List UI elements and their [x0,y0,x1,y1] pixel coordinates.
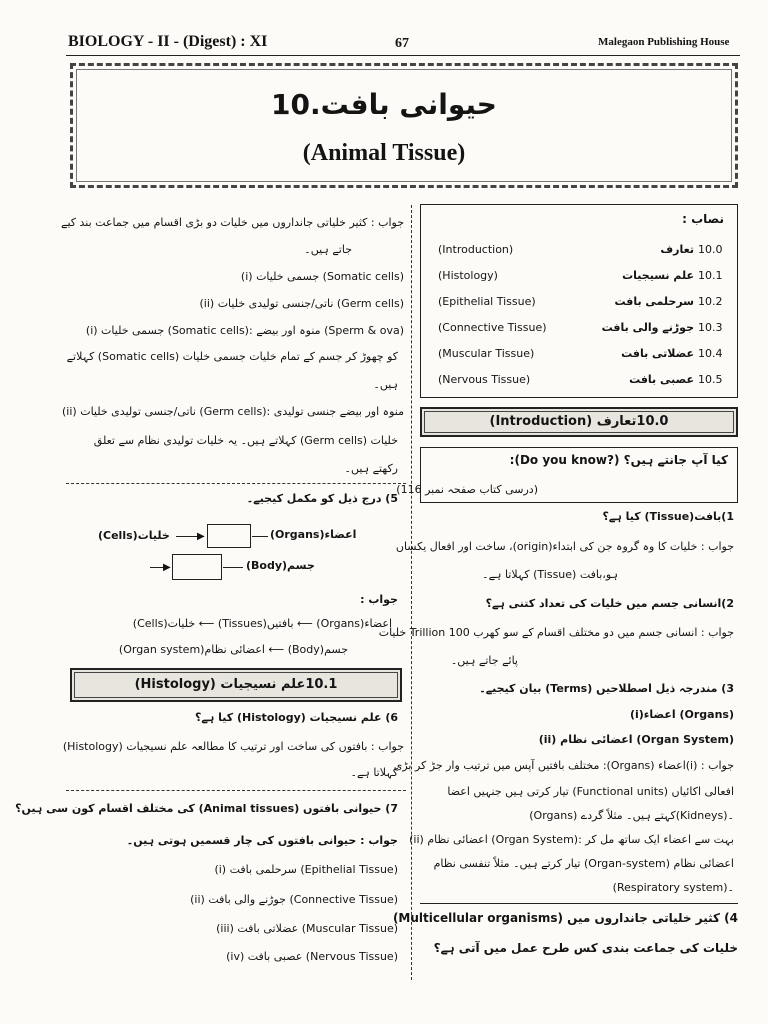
somatic-def-line1: (i) جسمی خلیات (Somatic cells): منوہ اور بیضے (Sperm & ova) [85,324,404,337]
syllabus-item-english: (Introduction) [438,243,514,256]
syllabus-item-urdu: علم نسیجیات [622,269,694,282]
q2-answer-line1: جواب : انسانی جسم میں دو مختلف اقسام کے سو کھرب 100 Trillion خلیات [378,626,734,639]
q2-answer-line2: پائے جاتے ہیں۔ [450,654,518,667]
q3-answer-line2: افعالی اکائیاں (Functional units) تیار کرتی ہیں جنہیں اعضا [447,785,734,798]
flow-arrow-2 [252,536,268,537]
textbook-reference: (درسی کتاب صفحہ نمبر 116) [396,483,538,496]
flow-arrowhead-3: ▶ [163,562,171,573]
left-divider-1 [66,483,406,484]
flow-organs-label: (Organs)اعضاء [270,528,357,541]
flow-blank-box-1 [207,524,251,548]
q5-answer-line2: (Organ system)اعضائی نظام ⟵ (Body)جسم [118,643,348,656]
syllabus-item-english: (Epithelial Tissue) [438,295,536,308]
somatic-def-line3: ہیں۔ [373,378,398,391]
introduction-heading: 10.0تعارف (Introduction) [489,414,669,429]
q3-term-organ-system: (ii) اعضائی نظام (Organ System) [538,733,734,746]
q2-question: 2)انسانی جسم میں خلیات کی تعداد کتنی ہے؟ [485,597,734,610]
q3-answer-line4: (ii) اعضائی نظام (Organ System): بہت سے اعضاء ایک ساتھ مل کر [409,833,734,846]
tissue-type-4: (iv) عصبی بافت (Nervous Tissue) [226,950,398,963]
flow-arrowhead-1: ▶ [197,531,205,542]
syllabus-item-number: 10.5 [698,373,723,386]
syllabus-item-number: 10.1 [698,269,723,282]
q5-question: 5) درج ذیل کو مکمل کیجیے۔ [246,492,398,505]
flow-cells-label: (Cells)خلیات [98,529,170,542]
histology-heading: 10.1علم نسیجیات (Histology) [134,677,338,692]
somatic-def-line2: کو چھوڑ کر جسم کے تمام خلیات جسمی خلیات (Somatic cells) کہلاتے [66,350,398,363]
right-divider [420,903,738,904]
tissue-type-3: (iii) عضلاتی بافت (Muscular Tissue) [216,922,398,935]
syllabus-item-english: (Histology) [438,269,498,282]
syllabus-item-urdu: سرحلمی بافت [614,295,694,308]
q7-answer: جواب : حیوانی بافتوں کی چار قسمیں ہوتی ہیں۔ [126,834,398,847]
germ-def-line1: (ii) ناتی/جنسی تولیدی خلیات (Germ cells): منوہ اور بیضے جنسی تولیدی [62,405,404,418]
q5-answer-line1: (Cells)خلیات ⟵ (Tissues)بافتیں ⟵ (Organs)اعضاء [132,617,392,630]
tissue-type-2: (ii) جوڑنے والی بافت (Connective Tissue) [190,893,398,906]
q5-answer-label: جواب : [360,593,398,606]
left-answer-line1: جواب : کثیر خلیاتی جانداروں میں خلیات دو بڑی اقسام میں جماعت بند کیے [61,216,404,229]
syllabus-item-urdu: جوڑنے والی بافت [601,321,694,334]
chapter-title-box [70,63,738,188]
syllabus-item-urdu: عضلاتی بافت [621,347,694,360]
syllabus-item-number: 10.4 [698,347,723,360]
q3-answer-line1: جواب : (i)اعضاء (Organs): مختلف بافتیں آپس میں ترتیب وار جڑ کر بڑی [393,759,734,772]
chapter-title-english: (Animal Tissue) [302,140,466,166]
q6-answer-line2: کہلاتا ہے۔ [350,766,398,779]
q3-answer-line5: اعضائی نظام (Organ-system) تیار کرتے ہیں۔ مثلاً تنفسی نظام [433,857,734,870]
q7-question: 7) حیوانی بافتوں (Animal tissues) کی مختلف اقسام کون سی ہیں؟ [15,802,398,815]
syllabus-item-number: 10.0 [698,243,723,256]
q1-answer-line2: ہو،بافت (Tissue) کہلاتا ہے۔ [482,568,618,581]
q3-answer-line3: (Organs) کہتے ہیں۔ مثلاً گردے(Kidneys)۔ [529,809,734,822]
syllabus-item-urdu: تعارف [660,243,694,256]
q4-question-line2: خلیات کی جماعت بندی کس طرح عمل میں آتی ہے؟ [433,941,738,955]
flow-arrow-4 [223,567,243,568]
tissue-type-1: (i) سرحلمی بافت (Epithelial Tissue) [214,863,398,876]
column-separator [411,205,412,980]
flow-blank-box-2 [172,554,222,580]
publisher: Malegaon Publishing House [598,36,730,48]
chapter-title-urdu: 10.حیوانی بافت [271,88,497,121]
syllabus-heading: نصاب : [682,212,724,226]
syllabus-item-english: (Muscular Tissue) [438,347,535,360]
syllabus-item-urdu: عصبی بافت [629,373,694,386]
q4-question-line1: 4) کثیر خلیاتی جانداروں میں (Multicellular organisms) [392,911,738,925]
did-you-know-heading: کیا آپ جانتے ہیں؟ (?Do you know): [509,453,728,467]
q3-term-organs: (i)اعضاء (Organs) [629,708,734,721]
book-title: BIOLOGY - II - (Digest) : XI [68,33,268,50]
page-number: 67 [395,36,409,51]
germ-def-line2: خلیات (Germ cells) کہلاتے ہیں۔ یہ خلیات تولیدی نظام سے تعلق [93,434,398,447]
left-answer-line2: جاتے ہیں۔ [304,243,352,256]
q1-answer-line1: جواب : خلیات کا وہ گروہ جن کی ابتداء(origin)، ساخت اور افعال یکساں [395,540,734,553]
left-item-ii: (ii) ناتی/جنسی تولیدی خلیات (Germ cells) [199,297,404,310]
syllabus-item-english: (Connective Tissue) [438,321,547,334]
left-divider-2 [66,790,406,791]
left-item-i: (i) جسمی خلیات (Somatic cells) [240,270,404,283]
q6-answer-line1: جواب : بافتوں کی ساخت اور ترتیب کا مطالعہ علم نسیجیات (Histology) [62,740,404,753]
syllabus-item-english: (Nervous Tissue) [438,373,531,386]
q3-question: 3) مندرجہ ذیل اصطلاحیں (Terms) بیان کیجیے۔ [479,682,734,695]
q3-answer-line6: (Respiratory system)۔ [612,881,734,894]
germ-def-line3: رکھتے ہیں۔ [344,462,398,475]
q6-question: 6) علم نسیجیات (Histology) کیا ہے؟ [195,711,398,724]
q1-question: 1)بافت(Tissue) کیا ہے؟ [602,510,734,523]
syllabus-item-number: 10.3 [698,321,723,334]
syllabus-item-number: 10.2 [698,295,723,308]
header-rule [66,55,740,56]
flow-body-label: (Body)جسم [246,559,315,572]
